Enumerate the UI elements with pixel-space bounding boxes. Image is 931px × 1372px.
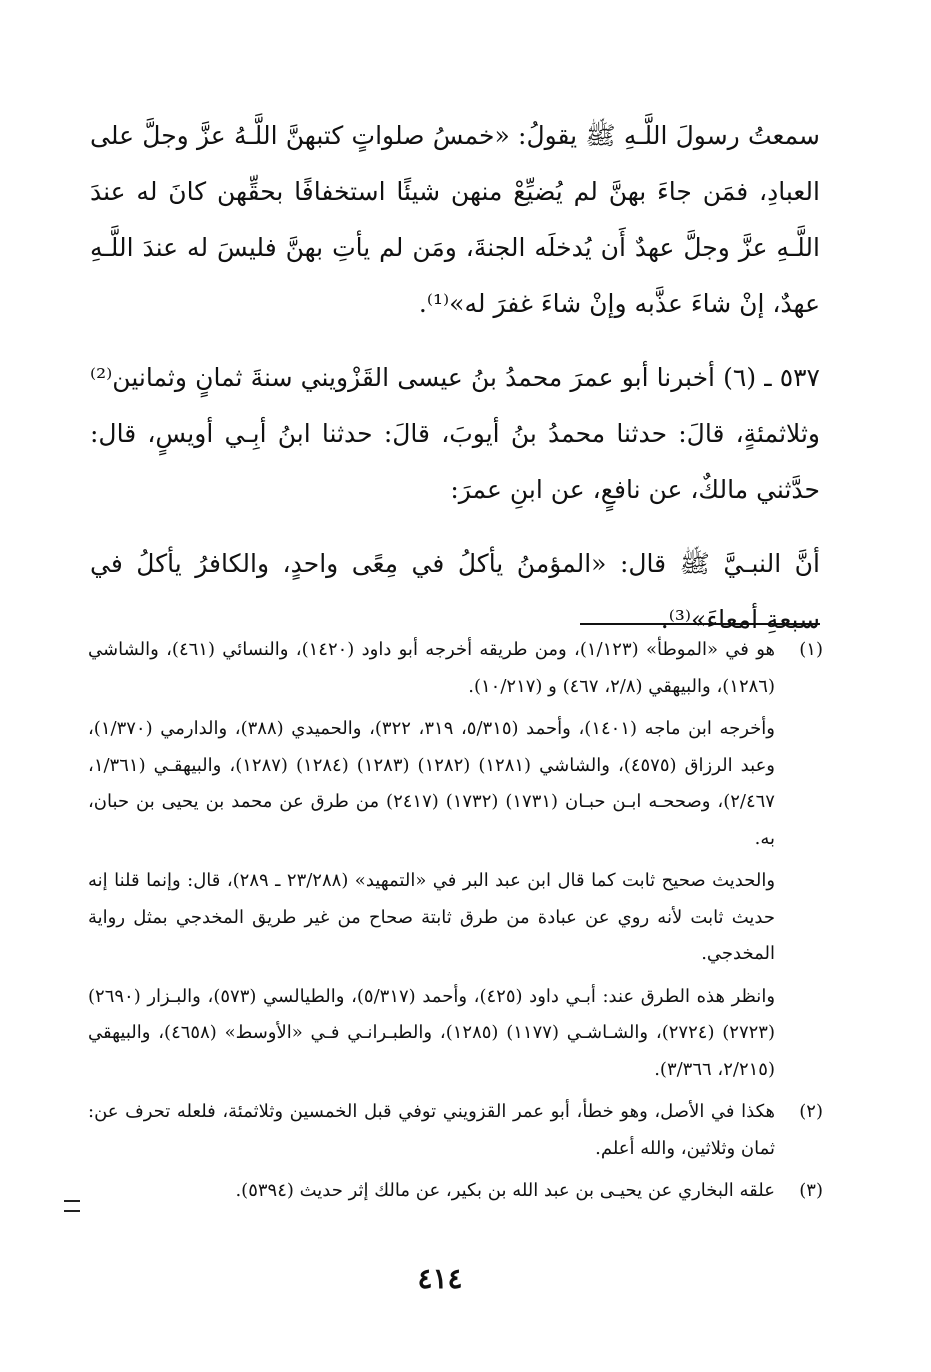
margin-mark <box>64 1200 80 1212</box>
footnote-paragraph: هكذا في الأصل، وهو خطأ، أبو عمر القزويني توفي قبل الخمسين وثلاثمئة، فلعله تحرف عن: ثمان وثلاثين، والله أعلم. <box>88 1101 775 1159</box>
footnote <box>88 1173 823 1210</box>
footnote-paragraph: وانظر هذه الطرق عند: أبـي داود (٤٢٥)، وأحمد (٥/٣١٧)، والطيالسي (٥٧٣)، والبـزار (٢٦٩٠) (٢٧٢٣) (٢٧٢٤)، والشـاشـي (١١٧٧) (١٢٨٥)، والطبـرانـي فـي «الأوسط» (٤٦٥٨)، والبيهقي (٢/٢١٥، ٣/٣٦٦). <box>88 985 776 1080</box>
footnote-number: (١) <box>799 639 823 660</box>
footnote-body <box>88 632 775 1088</box>
footnote-paragraph: علقه البخاري عن يحيـى بن عبد الله بن بكير، عن مالك إثر حديث (٥٣٩٤). <box>235 1180 775 1201</box>
footnote-number: (٣) <box>799 1180 823 1201</box>
paragraph: أنَّ النبـيَّ ﷺ قال: «المؤمنُ يأكلُ في مِعًى واحدٍ، والكافرُ يأكلُ في سبعةِ أمعاءَ»⁽³⁾. <box>90 549 820 634</box>
footnote-paragraph: وأخرجه ابن ماجه (١٤٠١)، وأحمد (٥/٣١٥، ٣١٩، ٣٢٢)، والحميدي (٣٨٨)، والدارمي (١/٣٧٠)، وعبد الرزاق (٤٥٧٥)، والشاشي (١٢٨١) (١٢٨٢) (١٢٨٣) (١٢٨٤) (١٢٨٧)، والبيهقـي (١/٣٦١، ٢/٤٦٧)، وصححـه ابـن حبـان (١٧٣١) (١٧٣٢) (٢٤١٧) من طرق عن محمد بن يحيى بن حبان، به. <box>88 718 775 849</box>
footnotes <box>88 632 823 1210</box>
page-number: ٤١٤ <box>417 1262 463 1295</box>
main-text <box>90 108 820 648</box>
footnote-separator <box>580 623 820 625</box>
footnote-body <box>88 1094 775 1167</box>
footnote <box>88 1094 823 1167</box>
footnote-paragraph: هو في «الموطأ» (١/١٢٣)، ومن طريقه أخرجه أبو داود (١٤٢٠)، والنسائي (٤٦١)، والشاشي (١٢٨٦)، والبيهقي (٢/٨، ٤٦٧) و (١٠/٢١٧). <box>88 639 775 697</box>
footnote-paragraph: والحديث صحيح ثابت كما قال ابن عبد البر في «التمهيد» (٢٣/٢٨٨ ـ ٢٨٩)، قال: وإنما قلنا إنه حديث ثابت لأنه روي عن عبادة من طرق ثابتة صحاح من غير طريق المخدجي بمثل رواية المخدجي. <box>88 870 776 964</box>
footnote <box>88 632 823 1088</box>
paragraph: ٥٣٧ ـ (٦) أخبرنا أبو عمرَ محمدُ بنُ عيسى القَزْويني سنةَ ثمانٍ وثمانين⁽²⁾ وثلاثمئةٍ، قالَ: حدثنا محمدُ بنُ أيوبَ، قالَ: حدثنا ابنُ أبِـي أويسٍ، قال: حدَّثني مالكٌ، عن نافعٍ، عن ابنِ عمرَ: <box>90 363 820 504</box>
footnote-body <box>88 1173 775 1210</box>
footnote-number: (٢) <box>799 1101 823 1122</box>
paragraph: سمعتُ رسولَ اللَّـهِ ﷺ يقولُ: «خمسُ صلواتٍ كتبهنَّ اللَّـهُ عزَّ وجلَّ على العبادِ، فمَن جاءَ بهنَّ لم يُضيِّعْ منهن شيئًا استخفافًا بحقِّهن كانَ له عندَ اللَّـهِ عزَّ وجلَّ عهدٌ أَن يُدخلَه الجنةَ، ومَن لم يأتِ بهنَّ فليسَ له عندَ اللَّـهِ عهدٌ، إنْ شاءَ عذَّبه وإنْ شاءَ غفرَ له»⁽¹⁾. <box>90 121 820 318</box>
